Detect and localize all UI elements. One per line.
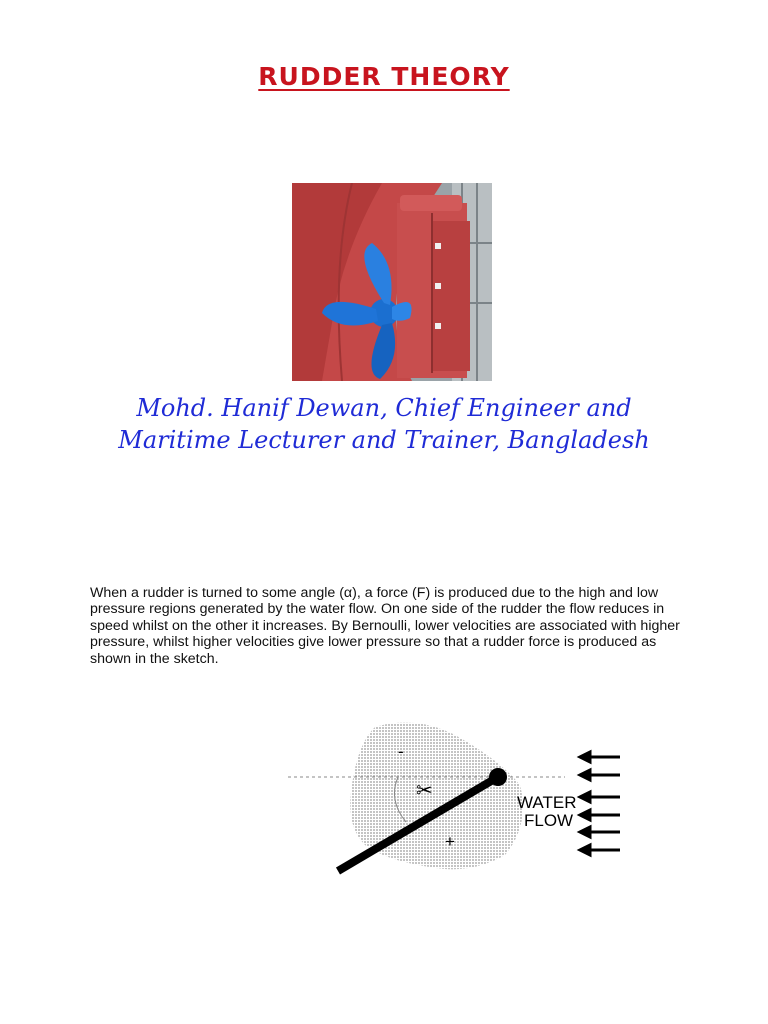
body-paragraph: When a rudder is turned to some angle (α), a force (F) is produced due to the high and low pressure regions generated by the water flow. On one side of the rudder the flow reduces in speed whilst on the other it increases. By Bernoulli, lower velocities are associated with higher pressure, whilst higher velocities give lower pressure so that a rudder force is produced as shown in the sketch. — [90, 585, 680, 667]
flow-label: FLOW — [524, 811, 574, 830]
rudder-stock — [489, 768, 507, 786]
document-title: RUDDER THEORY — [258, 62, 510, 91]
plus-sign: + — [445, 832, 455, 851]
angle-symbol: ✂ — [416, 778, 433, 802]
flow-arrows — [580, 752, 620, 855]
author-credit — [40, 392, 728, 456]
minus-sign: - — [398, 742, 404, 761]
author-line-2: Maritime Lecturer and Trainer, Bangladesh — [118, 426, 650, 454]
rudder-force-sketch — [280, 715, 640, 885]
author-line-1: Mohd. Hanif Dewan, Chief Engineer and — [136, 394, 632, 422]
water-label: WATER — [517, 793, 577, 812]
rudder-propeller-photo — [292, 183, 492, 381]
